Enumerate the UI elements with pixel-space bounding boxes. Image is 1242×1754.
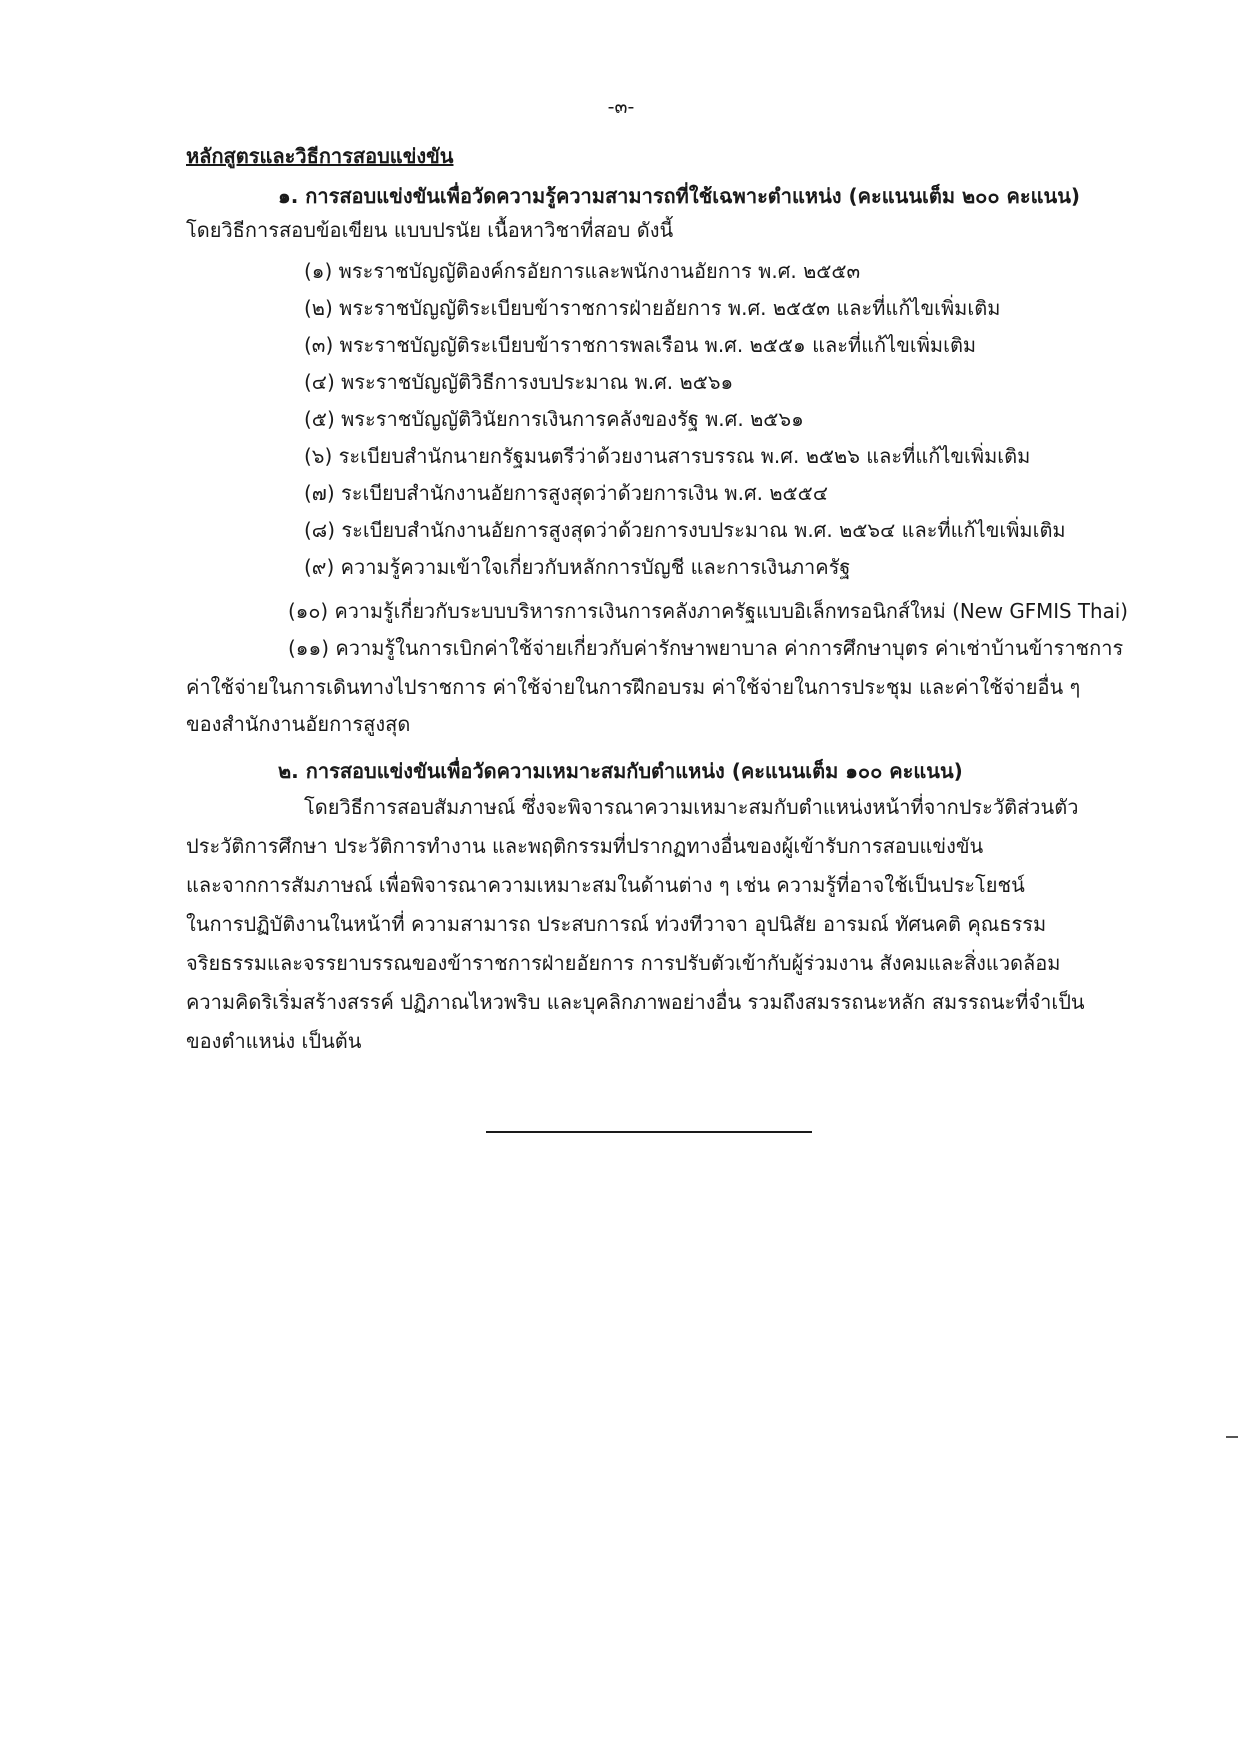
subject-item-6: (๖) ระเบียบสำนักนายกรัฐมนตรีว่าด้วยงานสารบรรณ พ.ศ. ๒๕๒๖ และที่แก้ไขเพิ่มเติม bbox=[304, 444, 1031, 468]
subject-item-9: (๙) ความรู้ความเข้าใจเกี่ยวกับหลักการบัญชี และการเงินภาครัฐ bbox=[304, 555, 851, 579]
subject-item-8: (๘) ระเบียบสำนักงานอัยการสูงสุดว่าด้วยการงบประมาณ พ.ศ. ๒๕๖๔ และที่แก้ไขเพิ่มเติม bbox=[304, 518, 1066, 542]
section-2-line-3: และจากการสัมภาษณ์ เพื่อพิจารณาความเหมาะสมในด้านต่าง ๆ เช่น ความรู้ที่อาจใช้เป็นประโยชน์ bbox=[186, 873, 1025, 897]
end-divider bbox=[486, 1131, 812, 1133]
section-2-line-7: ของตำแหน่ง เป็นต้น bbox=[186, 1029, 362, 1053]
subject-item-2: (๒) พระราชบัญญัติระเบียบข้าราชการฝ่ายอัยการ พ.ศ. ๒๕๕๓ และที่แก้ไขเพิ่มเติม bbox=[304, 296, 1001, 320]
subject-item-7: (๗) ระเบียบสำนักงานอัยการสูงสุดว่าด้วยการเงิน พ.ศ. ๒๕๕๔ bbox=[304, 481, 828, 505]
subject-item-4: (๔) พระราชบัญญัติวิธีการงบประมาณ พ.ศ. ๒๕๖๑ bbox=[304, 370, 734, 394]
section-1-intro: โดยวิธีการสอบข้อเขียน แบบปรนัย เนื้อหาวิชาที่สอบ ดังนี้ bbox=[186, 218, 674, 242]
subject-item-5: (๕) พระราชบัญญัติวินัยการเงินการคลังของรัฐ พ.ศ. ๒๕๖๑ bbox=[304, 407, 804, 431]
subject-item-11-line-2: ค่าใช้จ่ายในการเดินทางไปราชการ ค่าใช้จ่ายในการฝึกอบรม ค่าใช้จ่ายในการประชุม และค่าใช้จ่ายอื่น ๆ bbox=[186, 675, 1081, 699]
subject-item-11-line-1: (๑๑) ความรู้ในการเบิกค่าใช้จ่ายเกี่ยวกับค่ารักษาพยาบาล ค่าการศึกษาบุตร ค่าเช่าบ้านข้าราชการ bbox=[288, 636, 1124, 660]
subject-item-11-line-3: ของสำนักงานอัยการสูงสุด bbox=[186, 712, 411, 736]
section-2-line-6: ความคิดริเริ่มสร้างสรรค์ ปฏิภาณไหวพริบ และบุคลิกภาพอย่างอื่น รวมถึงสมรรถนะหลัก สมรรถนะที่จำเป็น bbox=[186, 990, 1085, 1014]
section-2-line-1: โดยวิธีการสอบสัมภาษณ์ ซึ่งจะพิจารณาความเหมาะสมกับตำแหน่งหน้าที่จากประวัติส่วนตัว bbox=[304, 795, 1079, 819]
subject-item-10: (๑๐) ความรู้เกี่ยวกับระบบบริหารการเงินการคลังภาครัฐแบบอิเล็กทรอนิกส์ใหม่ (New GFMIS Thai) bbox=[288, 599, 1128, 623]
section-2-line-5: จริยธรรมและจรรยาบรรณของข้าราชการฝ่ายอัยการ การปรับตัวเข้ากับผู้ร่วมงาน สังคมและสิ่งแวดล้อม bbox=[186, 951, 1061, 975]
subject-item-3: (๓) พระราชบัญญัติระเบียบข้าราชการพลเรือน พ.ศ. ๒๕๕๑ และที่แก้ไขเพิ่มเติม bbox=[304, 333, 977, 357]
section-1-title: ๑. การสอบแข่งขันเพื่อวัดความรู้ความสามารถที่ใช้เฉพาะตำแหน่ง (คะแนนเต็ม ๒๐๐ คะแนน) bbox=[278, 184, 1081, 208]
page-number: -๓- bbox=[607, 96, 635, 118]
section-2-line-4: ในการปฏิบัติงานในหน้าที่ ความสามารถ ประสบการณ์ ท่วงทีวาจา อุปนิสัย อารมณ์ ทัศนคติ คุณธรรม bbox=[186, 912, 1047, 936]
document-heading: หลักสูตรและวิธีการสอบแข่งขัน bbox=[186, 144, 454, 168]
section-2-line-2: ประวัติการศึกษา ประวัติการทำงาน และพฤติกรรมที่ปรากฏทางอื่นของผู้เข้ารับการสอบแข่งขัน bbox=[186, 834, 984, 858]
scan-edge-mark bbox=[1226, 1436, 1238, 1438]
section-2-title: ๒. การสอบแข่งขันเพื่อวัดความเหมาะสมกับตำแหน่ง (คะแนนเต็ม ๑๐๐ คะแนน) bbox=[278, 759, 963, 783]
subject-item-1: (๑) พระราชบัญญัติองค์กรอัยการและพนักงานอัยการ พ.ศ. ๒๕๕๓ bbox=[304, 259, 861, 283]
